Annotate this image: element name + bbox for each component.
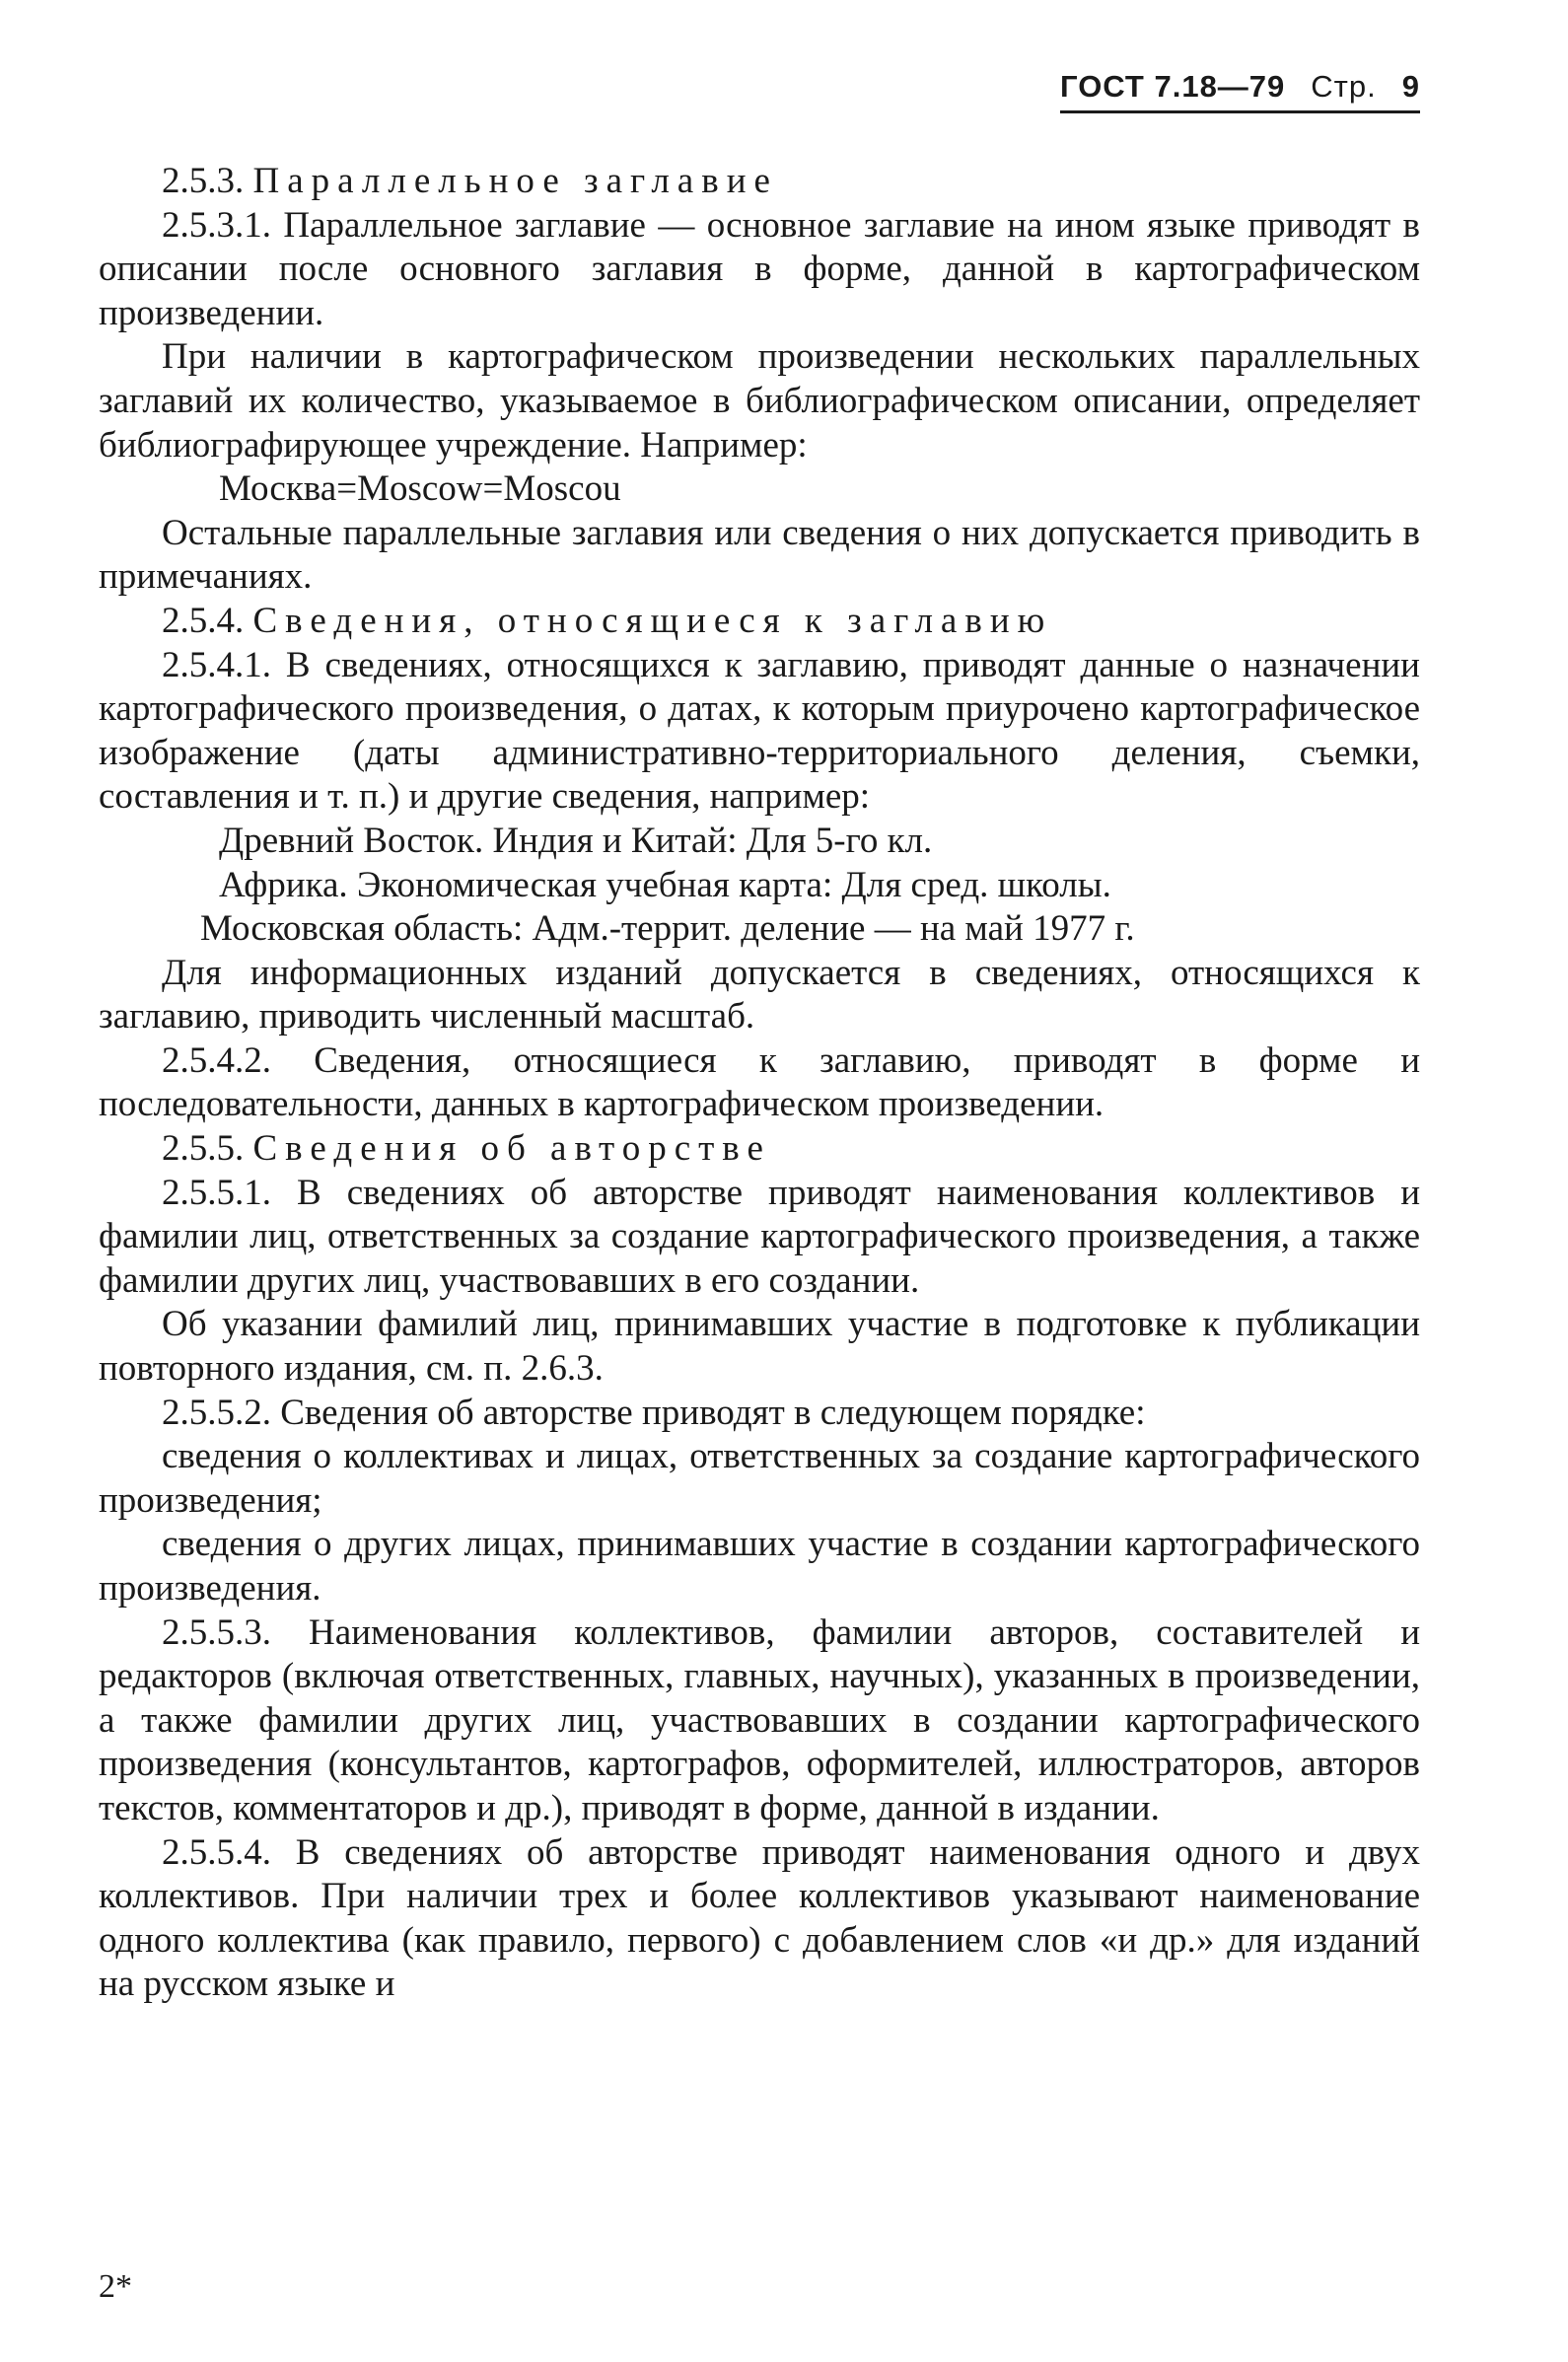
paragraph-2-5-3-1: 2.5.3.1. Параллельное заглавие — основное заглавие на ином языке приводят в описании после основного заглавия в форме, данной в картографическом произведении.	[99, 204, 1420, 333]
paragraph-reprint-note: Об указании фамилий лиц, принимавших участие в подготовке к публикации повторного издания, см. п. 2.6.3.	[99, 1304, 1420, 1390]
list-item-other-persons: сведения о других лицах, принимавших участие в создании картографического произведения.	[99, 1524, 1420, 1609]
section-title-2-5-4: 2.5.4. Сведения, относящиеся к заглавию	[162, 600, 1053, 641]
section-title-2-5-5: 2.5.5. Сведения об авторстве	[162, 1128, 771, 1170]
paragraph-2-5-5-4: 2.5.5.4. В сведениях об авторстве приводят наименования одного и двух коллективов. При наличии трех и более коллективов указывают наименование одного коллектива (как правило, первого) с добавлением слов «и др.» для изданий на русском языке и	[99, 1831, 1420, 2005]
document-page	[99, 69, 1420, 2305]
paragraph-parallel-titles: При наличии в картографическом произведении нескольких параллельных заглавий их количество, указываемое в библиографическом описании, определяет библиографирующее учреждение. Например:	[99, 336, 1420, 465]
example-ancient-east: Древний Восток. Индия и Китай: Для 5-го кл.	[219, 820, 933, 861]
example-africa: Африка. Экономическая учебная карта: Для сред. школы.	[219, 864, 1111, 905]
signature-mark: 2*	[99, 2268, 132, 2305]
example-moscow-region: Московская область: Адм.-террит. деление — на май 1977 г.	[200, 908, 1135, 950]
paragraph-info-editions: Для информационных изданий допускается в сведениях, относящихся к заглавию, приводить численный масштаб.	[99, 952, 1420, 1038]
paragraph-2-5-4-2: 2.5.4.2. Сведения, относящиеся к заглавию, приводят в форме и последовательности, данных в картографическом произведении.	[99, 1039, 1420, 1125]
paragraph-2-5-5-3: 2.5.5.3. Наименования коллективов, фамилии авторов, составителей и редакторов (включая ответственных, главных, научных), указанных в произведении, а также фамилии других лиц, участвовавших в создании картографического произведения (консультантов, картографов, оформителей, иллюстраторов, авторов текстов, комментаторов и др.), приводят в форме, данной в издании.	[99, 1611, 1420, 1828]
paragraph-2-5-4-1: 2.5.4.1. В сведениях, относящихся к заглавию, приводят данные о назначении картографического произведения, о датах, к которым приурочено картографическое изображение (даты административно-территориального деления, съемки, составления и т. п.) и другие сведения, например:	[99, 644, 1420, 818]
example-moscow: Москва=Moscow=Moscou	[219, 468, 621, 510]
standard-code: ГОСТ 7.18—79	[1060, 69, 1286, 104]
page-number: 9	[1401, 69, 1420, 104]
page-label: Стр.	[1311, 69, 1377, 104]
page-header	[1060, 69, 1420, 113]
paragraph-2-5-5-2: 2.5.5.2. Сведения об авторстве приводят в следующем порядке:	[162, 1392, 1146, 1433]
paragraph-other-titles: Остальные параллельные заглавия или сведения о них допускается приводить в примечаниях.	[99, 512, 1420, 598]
document-body	[99, 160, 1420, 2007]
paragraph-2-5-5-1: 2.5.5.1. В сведениях об авторстве приводят наименования коллективов и фамилии лиц, ответственных за создание картографического произведения, а также фамилии других лиц, участвовавших в его создании.	[99, 1172, 1420, 1301]
list-item-collectives: сведения о коллективах и лицах, ответственных за создание картографического произведения;	[99, 1436, 1420, 1521]
section-title-2-5-3: 2.5.3. Параллельное заглавие	[162, 161, 778, 201]
